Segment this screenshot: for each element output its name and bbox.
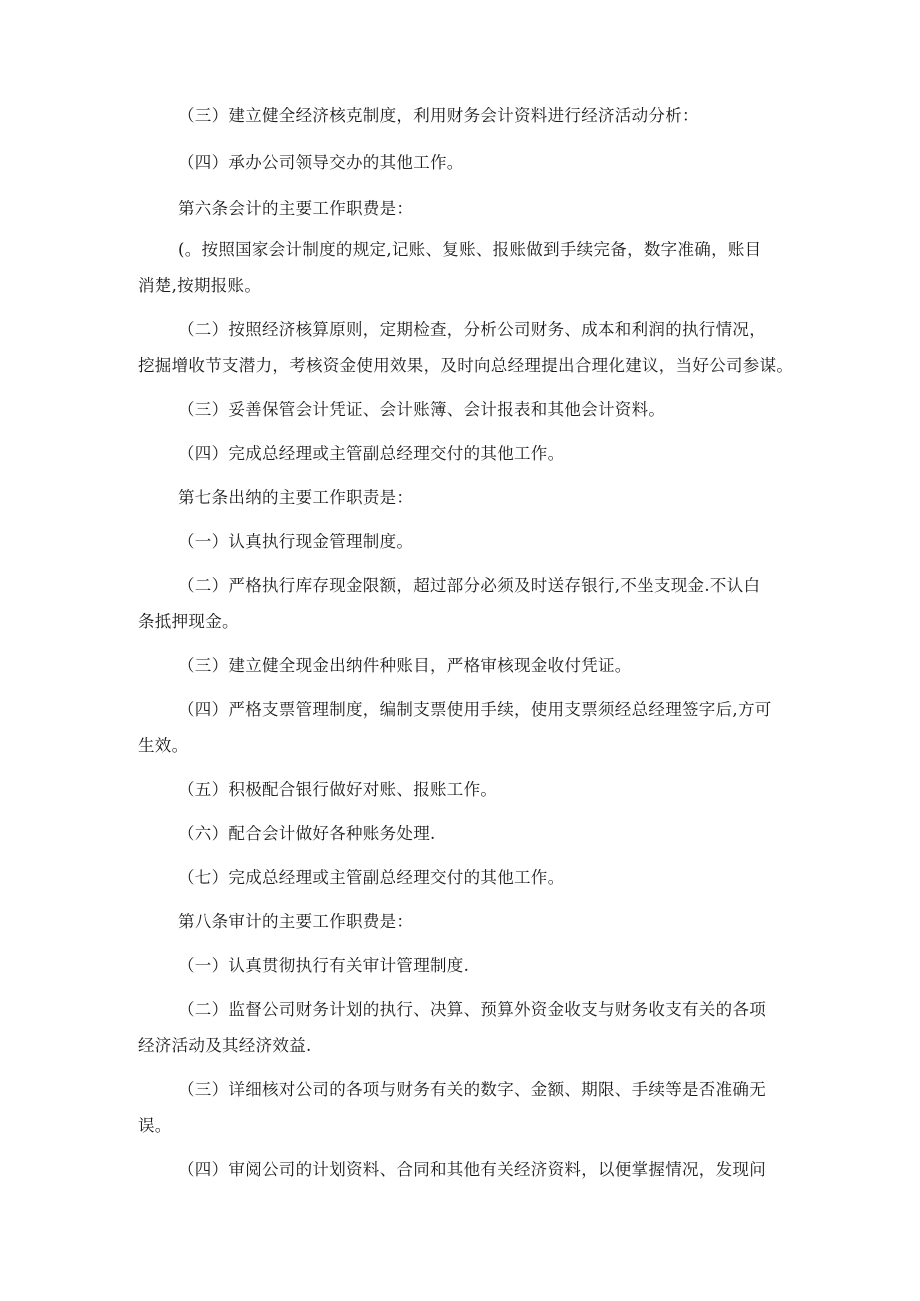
paragraph-line: （三）建立健全现金出纳件种账目，严格审核现金收付凭证。 — [178, 656, 632, 675]
paragraph-continuation: 误。 — [138, 1116, 172, 1135]
paragraph-line: （四）完成总经理或主管副总经理交付的其他工作。 — [178, 444, 565, 463]
paragraph-line: （四）严格支票管理制度，编制支票使用手续，使用支票须经总经理签字后,方可 — [178, 700, 772, 719]
article-heading: 第七条出纳的主要工作职责是： — [178, 488, 414, 507]
paragraph-continuation: 经济活动及其经济效益. — [138, 1036, 312, 1055]
paragraph-line: （六）配合会计做好各种账务处理. — [178, 824, 436, 843]
paragraph-line: （五）积极配合银行做好对账、报账工作。 — [178, 780, 498, 799]
paragraph-continuation: 挖掘增收节支潜力，考核资金使用效果，及时向总经理提出合理化建议，当好公司参谋。 — [138, 356, 794, 375]
paragraph-line: （三）建立健全经济核克制度，利用财务会计资料进行经济活动分析： — [178, 106, 699, 125]
article-heading: 第八条审计的主要工作职费是： — [178, 912, 414, 931]
paragraph-line: (。按照国家会计制度的规定,记账、复账、报账做到手续完备，数字准确，账目 — [178, 240, 762, 259]
paragraph-line: （一）认真执行现金管理制度。 — [178, 532, 414, 551]
paragraph-continuation: 消楚,按期报账。 — [138, 276, 262, 295]
paragraph-line: （四）审阅公司的计划资料、合同和其他有关经济资料，以便掌握情况，发现问 — [178, 1160, 766, 1179]
paragraph-line: （三）妥善保管会计凭证、会计账簿、会计报表和其他会计资料。 — [178, 400, 666, 419]
paragraph-line: （三）详细核对公司的各项与财务有关的数字、金额、期限、手续等是否准确无 — [178, 1080, 766, 1099]
paragraph-line: （二）严格执行库存现金限额，超过部分必须及时送存银行,不坐支现金.不认白 — [178, 576, 761, 595]
paragraph-continuation: 条抵押现金。 — [138, 612, 239, 631]
paragraph-line: （七）完成总经理或主管副总经理交付的其他工作。 — [178, 868, 565, 887]
article-heading: 第六条会计的主要工作职费是： — [178, 199, 414, 218]
paragraph-line: （四）承办公司领导交办的其他工作。 — [178, 153, 464, 172]
paragraph-line: （一）认真贯彻执行有关审计管理制度. — [178, 956, 470, 975]
paragraph-line: （二）按照经济核算原则，定期检查，分析公司财务、成本和利润的执行情况， — [178, 320, 766, 339]
paragraph-continuation: 生效。 — [138, 736, 189, 755]
paragraph-line: （二）监督公司财务计划的执行、决算、预算外资金收支与财务收支有关的各项 — [178, 1000, 766, 1019]
